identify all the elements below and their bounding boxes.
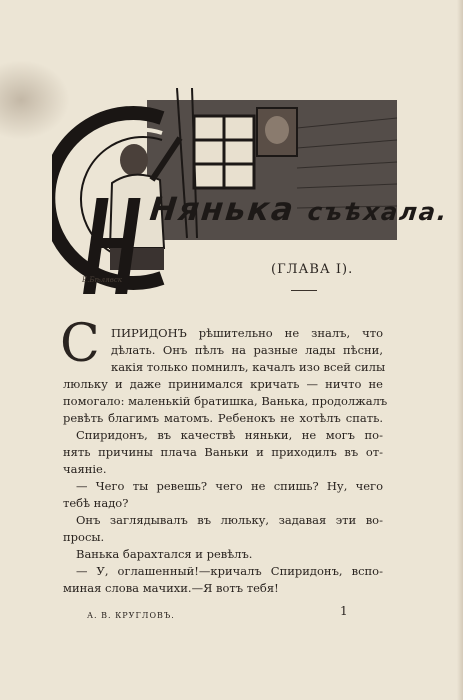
text-line-11: тебѣ надо? (63, 496, 129, 510)
text-line-8: нять причины плача Ваньки и приходилъ въ от- (63, 445, 383, 459)
title-word-2: съѣхала. (306, 198, 450, 226)
text-line-10: — Чего ты ревешь? чего не спишь? Ну, чего (76, 479, 383, 493)
chapter-rule (291, 290, 317, 291)
text-line-7: Спиридонъ, въ качествѣ няньки, не могъ по- (76, 428, 383, 442)
page-number: 1 (340, 604, 348, 618)
text-line-9: чаяніе. (63, 462, 107, 476)
text-line-6: ревѣть благимъ матомъ. Ребенокъ не хотѣлъ спать. (63, 411, 383, 425)
text-line-5: помогало: маленькій братишка, Ванька, продолжалъ (63, 394, 388, 408)
drop-cap: С (60, 314, 100, 374)
text-line-15: — У, оглашенный!—кричалъ Спиридонъ, вспо- (76, 564, 383, 578)
text-line-2: дѣлать. Онъ пѣлъ на разные лады пѣсни, (111, 343, 383, 357)
chapter-title (148, 190, 451, 228)
page-edge-shadow (457, 0, 463, 700)
footer-author: А. В. КРУГЛОВЪ. (87, 611, 175, 620)
title-word-1: Нянька (148, 190, 297, 228)
text-line-3: какія только помнилъ, качалъ изо всей силы (111, 360, 386, 374)
text-line-13: просы. (63, 530, 105, 544)
text-line-1: ПИРИДОНЪ рѣшительно не зналъ, что (111, 326, 383, 340)
text-line-14: Ванька барахтался и ревѣлъ. (76, 547, 253, 561)
text-line-16: миная слова мачихи.—Я вотъ тебя! (63, 581, 279, 595)
chapter-heading: (ГЛАВА I). (271, 262, 354, 277)
text-line-4: люльку и даже принимался кричать — ничто не (63, 377, 383, 391)
illustrator-signature: Е.Бѣлявск (82, 276, 122, 284)
text-line-12: Онъ заглядывалъ въ люльку, задавая эти во- (76, 513, 383, 527)
